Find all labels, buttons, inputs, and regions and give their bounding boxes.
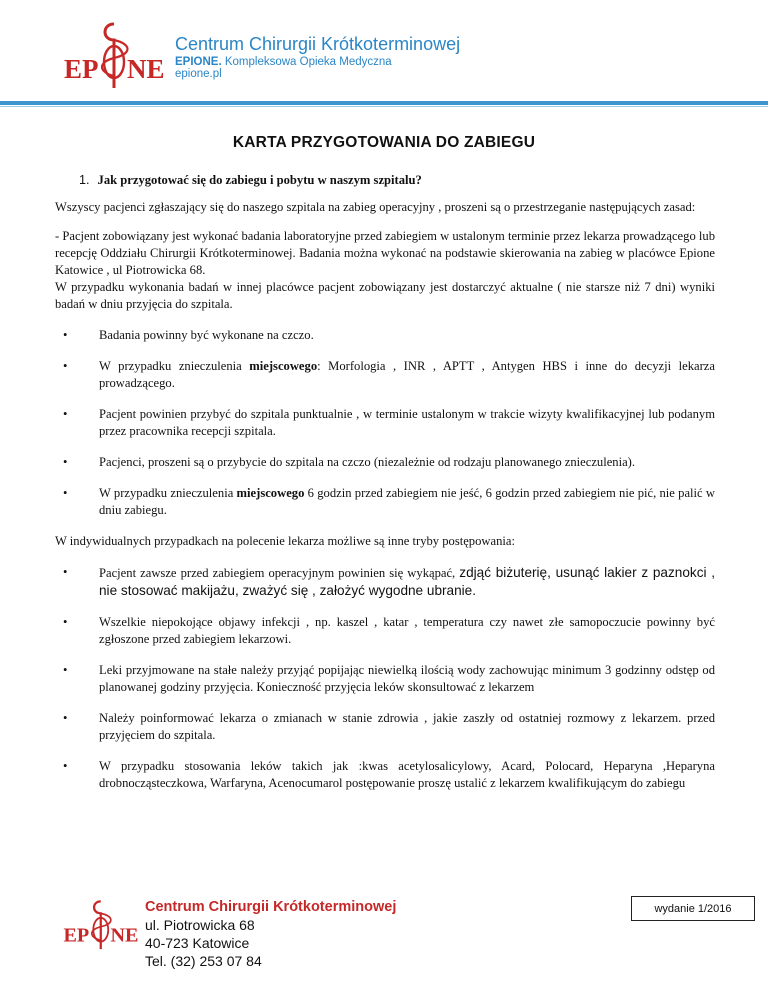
list-item-bold: miejscowego bbox=[249, 359, 318, 373]
list-item-text: W przypadku stosowania leków takich jak :kwas acetylosalicylowy, Acard, Polocard, Heparyna ,Heparyna drobnocząsteczkowa, Warfaryna, Acenocumarol postępowanie proszę ustalić z lekarzem kwalifikującym do zabiegu bbox=[99, 759, 715, 790]
list-item-text: Leki przyjmowane na stałe należy przyjąć popijając niewielką ilością wody zachowując minimum 3 godzinny odstęp od planowanej godziny przyjęcia. Konieczność przyjęcia leków skonsultować z lekarzem bbox=[99, 663, 715, 694]
footer-city: 40-723 Katowice bbox=[145, 935, 250, 951]
list-item-text: Pacjenci, proszeni są o przybycie do szpitala na czczo (niezależnie od rodzaju planowanego znieczulenia). bbox=[99, 455, 636, 469]
question-text: Jak przygotować się do zabiegu i pobytu w naszym szpitalu? bbox=[97, 173, 422, 187]
header-divider-thin bbox=[0, 106, 768, 107]
footer-logo bbox=[62, 895, 144, 957]
list-item bbox=[55, 758, 715, 792]
list-item-text: Należy poinformować lekarza o zmianach w stanie zdrowia , jakie zaszły od ostatniej rozmowy z lekarzem. przed przyjęciem do szpitala. bbox=[99, 711, 715, 742]
list-item-text: Badania powinny być wykonane na czczo. bbox=[99, 328, 314, 342]
footer-title: Centrum Chirurgii Krótkoterminowej bbox=[145, 899, 397, 915]
document-body bbox=[55, 172, 715, 806]
document-title: KARTA PRZYGOTOWANIA DO ZABIEGU bbox=[232, 134, 536, 151]
list-item bbox=[55, 662, 715, 696]
bullet-icon: • bbox=[63, 663, 68, 677]
header-brand: EPIONE. bbox=[175, 56, 222, 68]
list-item bbox=[55, 327, 715, 344]
list-item-text: 6 godzin przed zabiegiem nie jeść, 6 godzin przed zabiegiem nie pić, nie palić w dniu zabiegu. bbox=[99, 486, 715, 517]
svg-text:NE: NE bbox=[127, 54, 165, 84]
bullet-icon: • bbox=[63, 328, 68, 342]
intro-paragraph: Wszyscy pacjenci zgłaszający się do naszego szpitala na zabieg operacyjny , proszeni są o przestrzeganie następujących zasad: bbox=[55, 200, 696, 214]
question-number: 1. bbox=[79, 173, 90, 187]
header-title: Centrum Chirurgii Krótkoterminowej bbox=[175, 34, 461, 54]
bullet-icon: • bbox=[63, 759, 68, 773]
requirements-list bbox=[55, 327, 715, 519]
list-item-text: Pacjent powinien przybyć do szpitala punktualnie , w terminie ustalonym w trakcie wizyty kwalifikacyjnej lub podanym przez pracownika recepcji szpitala. bbox=[99, 407, 715, 438]
list-item bbox=[55, 485, 715, 519]
list-item bbox=[55, 406, 715, 440]
list-item bbox=[55, 454, 715, 471]
list-item-text: : Morfologia , INR , APTT , Antygen HBS i inne do decyzji lekarza prowadzącego. bbox=[99, 359, 715, 390]
list-item-bold: miejscowego bbox=[236, 486, 305, 500]
list-item-text: Wszelkie niepokojące objawy infekcji , np. kaszel , katar , temperatura czy nawet złe samopoczucie powinny być zgłoszone przed zabiegiem lekarzowi. bbox=[99, 615, 715, 646]
lab-tests-text-b: W przypadku wykonania badań w innej placówce pacjent zobowiązany jest dostarczyć aktualne ( nie starsze niż 7 dni) wyniki badań w dniu przyjęcia do szpitala. bbox=[55, 280, 715, 311]
footer-address bbox=[145, 898, 396, 970]
epione-logo bbox=[62, 18, 172, 96]
individual-cases-paragraph: W indywidualnych przypadkach na polecenie lekarza możliwe są inne tryby postępowania: bbox=[55, 534, 515, 548]
list-item bbox=[55, 564, 715, 600]
bullet-icon: • bbox=[63, 711, 68, 725]
svg-text:EP: EP bbox=[63, 924, 90, 947]
list-item-text-large: zdjąć biżuterię, usunąć lakier z paznokci , nie stosować makijażu, zważyć się , założyć wygodne ubranie. bbox=[99, 565, 715, 598]
svg-text:EP: EP bbox=[64, 54, 99, 84]
footer-street: ul. Piotrowicka 68 bbox=[145, 917, 255, 933]
list-item-text: W przypadku znieczulenia bbox=[99, 359, 250, 373]
bullet-icon: • bbox=[63, 359, 68, 373]
patient-instructions-list bbox=[55, 564, 715, 792]
header-subtitle-rest: Kompleksowa Opieka Medyczna bbox=[224, 56, 392, 68]
list-item-text: W przypadku znieczulenia bbox=[99, 486, 237, 500]
question-heading bbox=[79, 172, 715, 189]
bullet-icon: • bbox=[63, 565, 68, 579]
bullet-icon: • bbox=[63, 455, 68, 469]
header-text bbox=[175, 34, 460, 80]
header-subtitle bbox=[175, 56, 460, 68]
bullet-icon: • bbox=[63, 615, 68, 629]
list-item bbox=[55, 358, 715, 392]
list-item bbox=[55, 614, 715, 648]
list-item-text: Pacjent zawsze przed zabiegiem operacyjnym powinien się wykąpać, bbox=[99, 566, 460, 580]
edition-box: wydanie 1/2016 bbox=[631, 896, 755, 921]
svg-text:NE: NE bbox=[110, 924, 139, 947]
header-divider bbox=[0, 101, 768, 105]
bullet-icon: • bbox=[63, 486, 68, 500]
lab-tests-text-a: - Pacjent zobowiązany jest wykonać badania laboratoryjne przed zabiegiem w ustalonym terminie przez lekarza prowadzącego lub recepcję Oddziału Chirurgii Krótkoterminowej. Badania można wykonać na podstawie skierowania na zabieg w placówce Epione Katowice , ul Piotrowicka 68. bbox=[55, 229, 715, 277]
bullet-icon: • bbox=[63, 407, 68, 421]
footer-phone: Tel. (32) 253 07 84 bbox=[145, 953, 262, 969]
header-url: epione.pl bbox=[175, 68, 222, 80]
lab-tests-paragraph bbox=[55, 228, 715, 313]
list-item bbox=[55, 710, 715, 744]
